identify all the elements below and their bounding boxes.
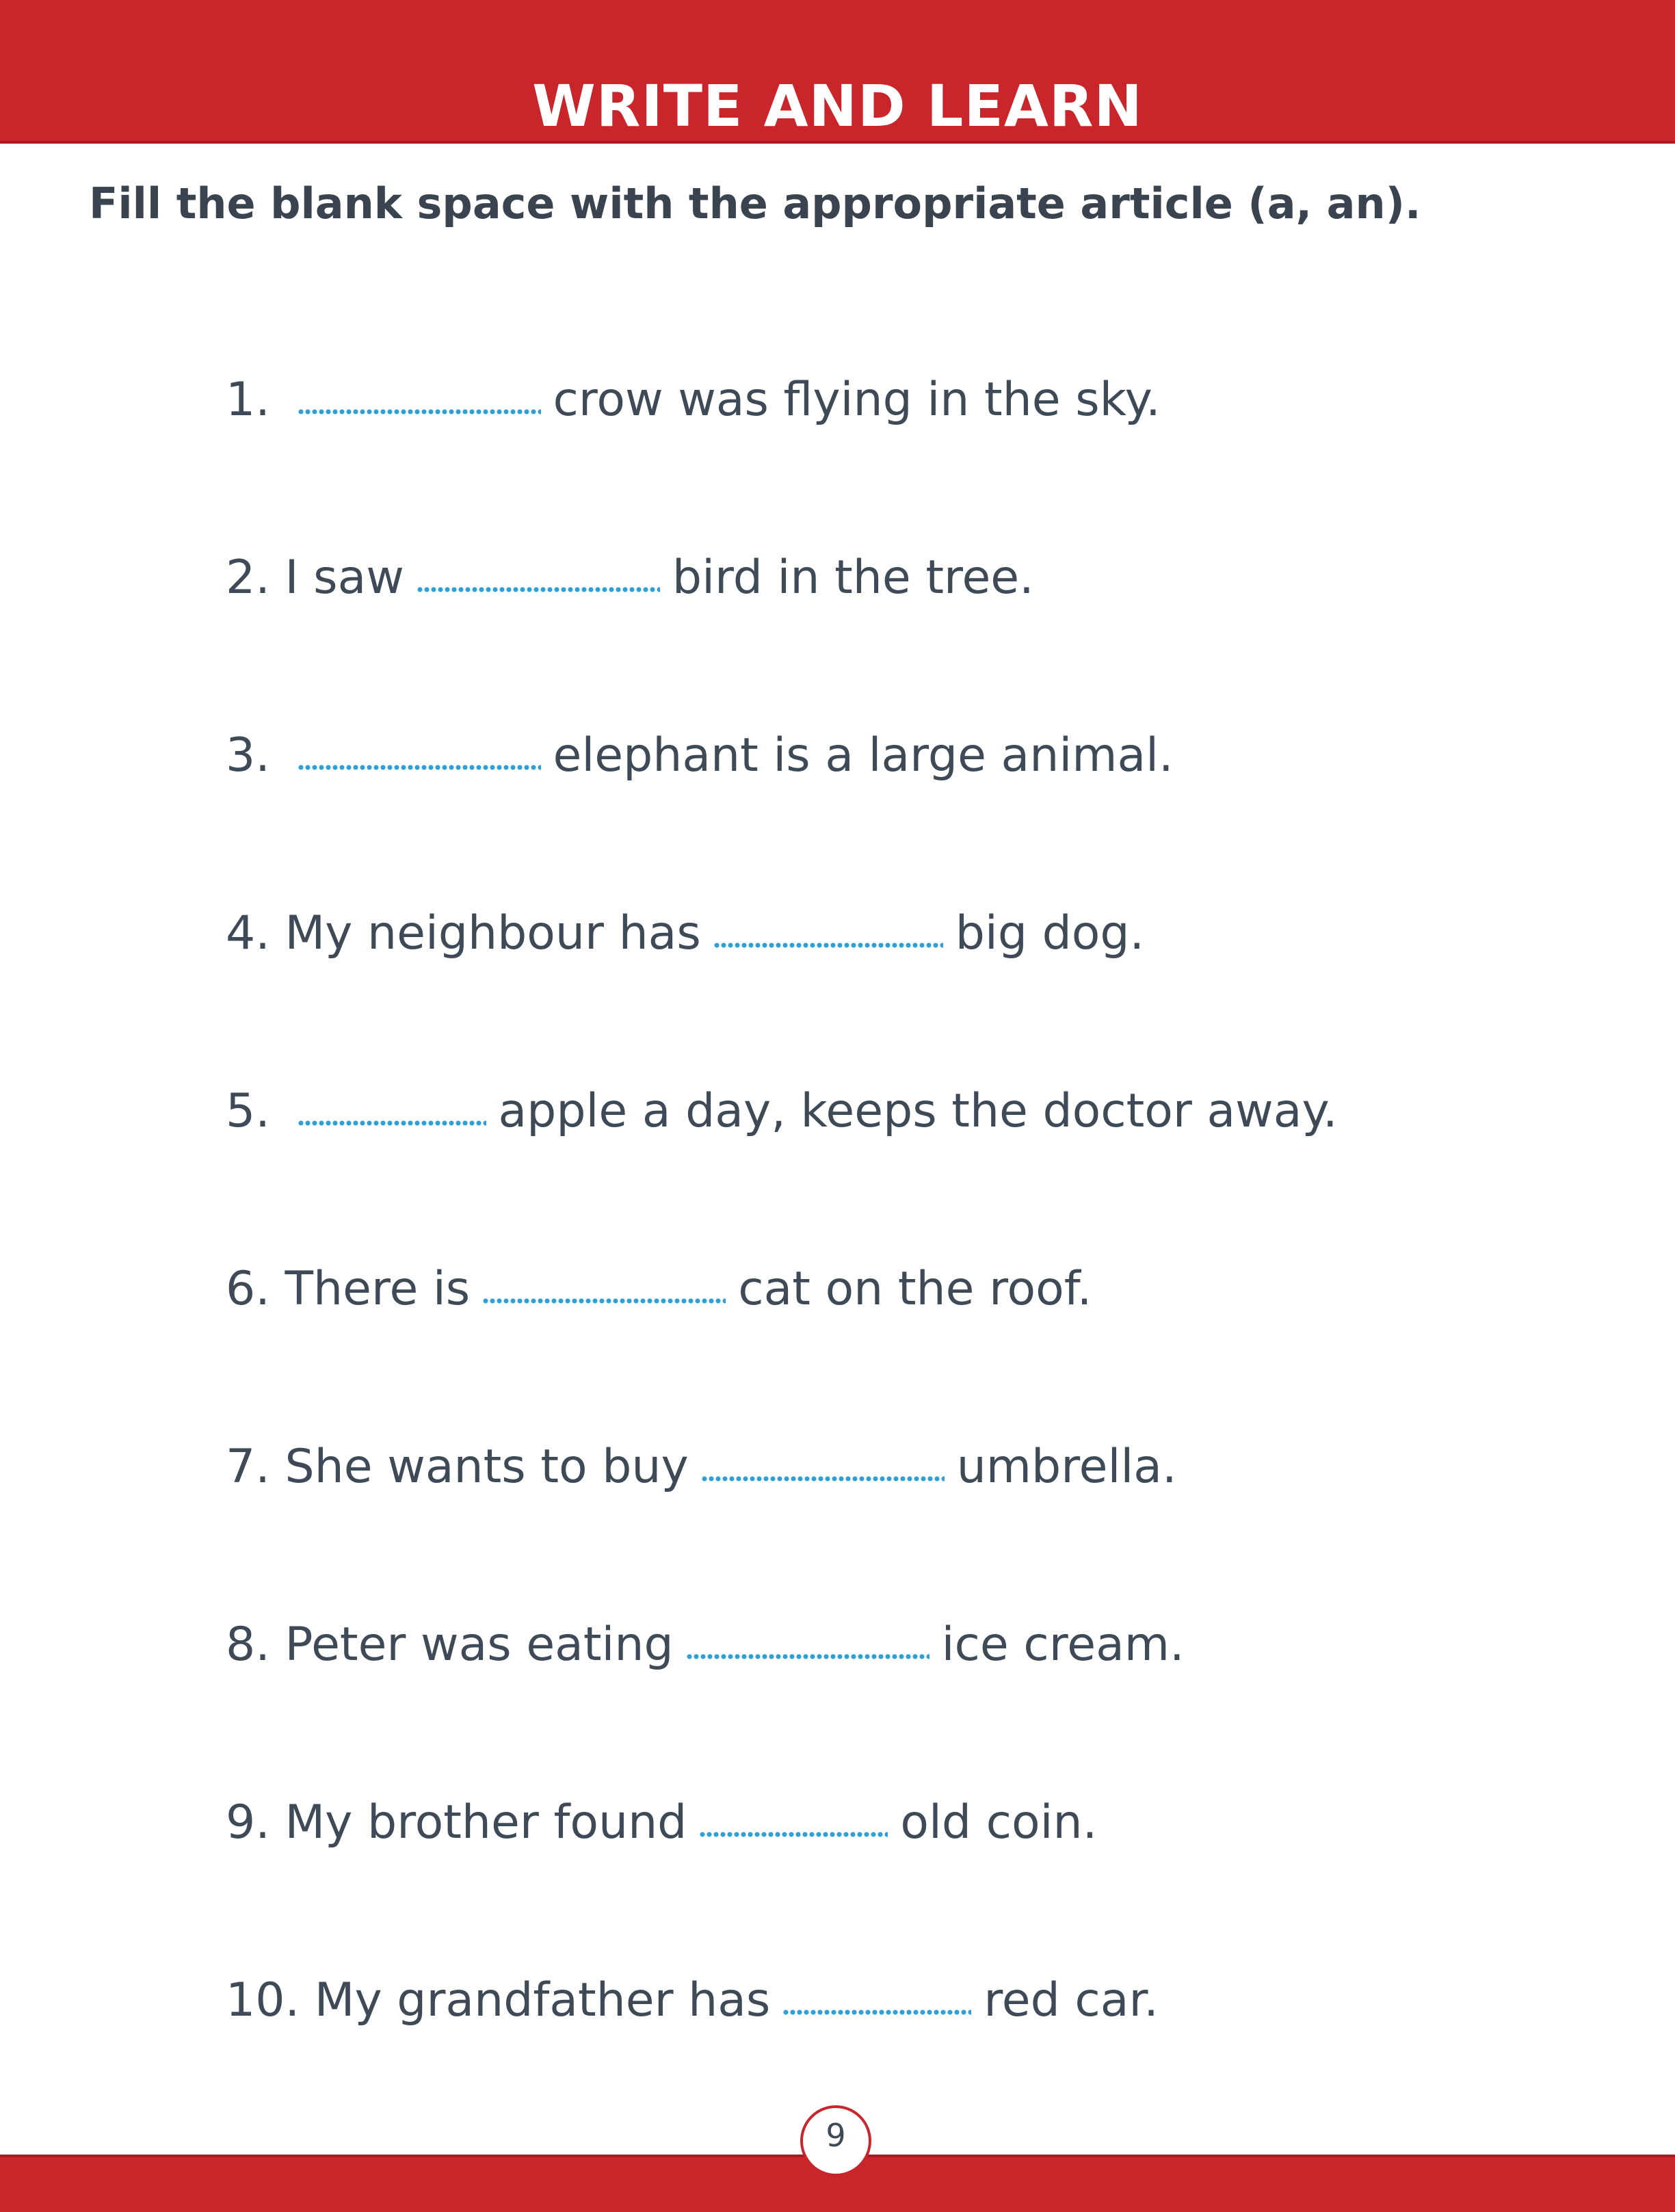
question-text-after: old coin. [900, 1795, 1098, 1849]
question-text-after: big dog. [955, 906, 1145, 960]
question-number: 2. [226, 551, 270, 605]
question-text-before: My brother found [285, 1795, 687, 1849]
question-text-after: elephant is a large animal. [553, 728, 1174, 782]
question-text-before: My grandfather has [314, 1973, 771, 2027]
instruction-text: Fill the blank space with the appropriate article (a, an). [89, 179, 1421, 228]
question-7 [226, 1430, 1177, 1505]
question-10 [226, 1963, 1159, 2038]
question-text-after: crow was flying in the sky. [553, 373, 1161, 427]
question-number: 6. [226, 1262, 270, 1316]
answer-blank[interactable] [298, 408, 541, 415]
question-3 [226, 718, 1174, 793]
question-text-before: My neighbour has [285, 906, 701, 960]
question-text-after: bird in the tree. [672, 551, 1034, 605]
question-8 [226, 1607, 1185, 1683]
answer-blank[interactable] [482, 1298, 726, 1304]
answer-blank[interactable] [782, 2009, 971, 2016]
question-number: 4. [226, 906, 270, 960]
answer-blank[interactable] [298, 764, 541, 771]
question-text-before: She wants to buy [285, 1440, 689, 1494]
question-5 [226, 1074, 1338, 1149]
question-text-after: umbrella. [956, 1440, 1177, 1494]
page-number: 9 [826, 2117, 846, 2154]
question-6 [226, 1252, 1092, 1327]
question-number: 10. [226, 1973, 300, 2027]
question-text-after: ice cream. [941, 1618, 1185, 1672]
question-9 [226, 1785, 1097, 1860]
question-number: 1. [226, 373, 270, 427]
question-text-after: red car. [984, 1973, 1159, 2027]
question-text-after: cat on the roof. [738, 1262, 1092, 1316]
question-number: 5. [226, 1084, 270, 1138]
question-number: 7. [226, 1440, 270, 1494]
question-4 [226, 896, 1144, 971]
answer-blank[interactable] [417, 586, 660, 593]
page-title: WRITE AND LEARN [532, 73, 1143, 140]
question-number: 3. [226, 728, 270, 782]
answer-blank[interactable] [713, 942, 943, 949]
question-2 [226, 540, 1034, 616]
question-number: 8. [226, 1618, 270, 1672]
answer-blank[interactable] [686, 1653, 929, 1660]
answer-blank[interactable] [699, 1831, 888, 1838]
answer-blank[interactable] [701, 1475, 945, 1482]
question-text-after: apple a day, keeps the doctor away. [498, 1084, 1338, 1138]
question-text-before: There is [285, 1262, 471, 1316]
question-number: 9. [226, 1795, 270, 1849]
answer-blank[interactable] [298, 1120, 486, 1127]
question-text-before: I saw [285, 551, 404, 605]
question-text-before: Peter was eating [285, 1618, 674, 1672]
question-1 [226, 363, 1161, 438]
